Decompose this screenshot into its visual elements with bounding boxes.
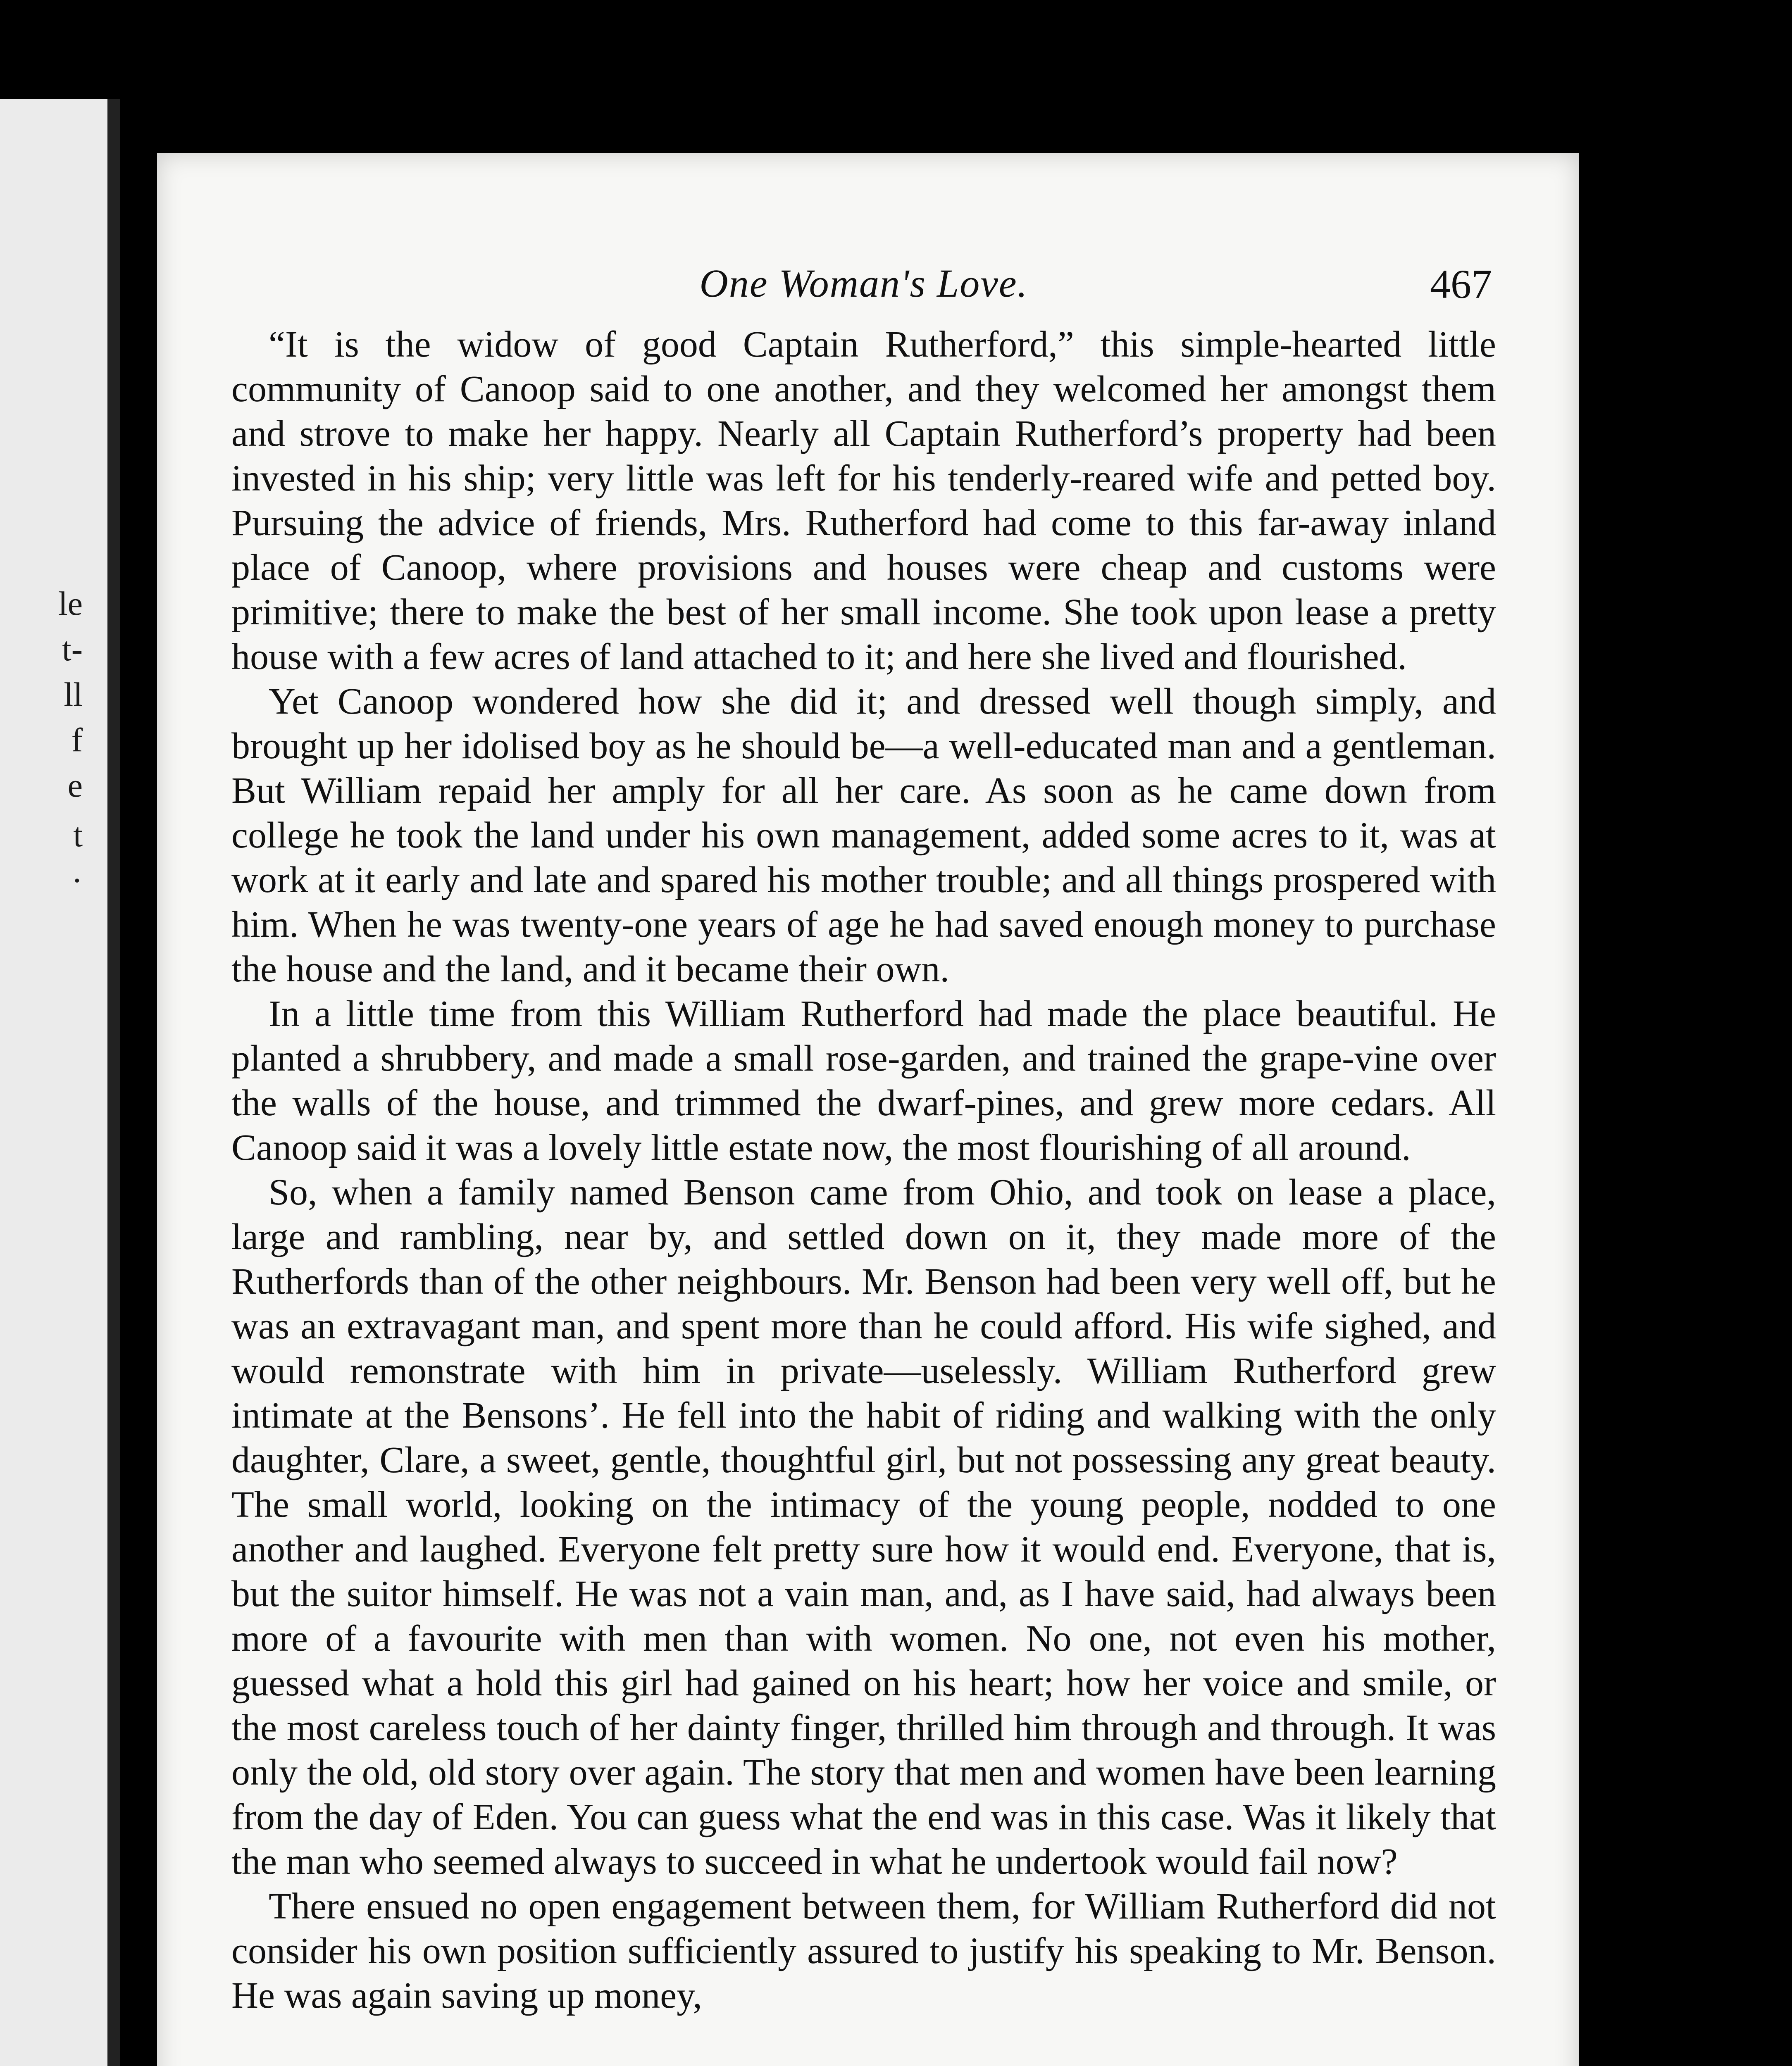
running-title: One Woman's Love. — [699, 261, 1028, 305]
paragraph-5: There ensued no open engagement between them, for William Rutherford did not consider his own position sufficiently assured to justify his speaking to Mr. Benson. He was again saving up money, — [231, 1886, 1496, 2016]
running-header — [231, 260, 1496, 318]
paragraph-4: So, when a family named Benson came from Ohio, and took on lease a place, large and rambling, near by, and settled down on it, they made more of the Rutherfords than of the other neighbours. Mr. Benson had been very well off, but he was an extravagant man, and spent more than he could afford. His wife sighed, and would remonstrate with him in private—uselessly. William Rutherford grew intimate at the Bensons’. He fell into the habit of riding and walking with the only daughter, Clare, a sweet, gentle, thoughtful girl, but not possessing any great beauty. The small world, looking on the intimacy of the young people, nodded to one another and laughed. Everyone felt pretty sure how it would end. Everyone, that is, but the suitor himself. He was not a vain man, and, as I have said, had always been more of a favourite with men than with women. No one, not even his mother, guessed what a hold this girl had gained on his heart; how her voice and smile, or the most careless touch of her dainty finger, thrilled him through and through. It was only the old, old story over again. The story that men and women have been learning from the day of Eden. You can guess what the end was in this case. Was it likely that the man who seemed always to succeed in what he undertook would fail now? — [231, 1172, 1496, 1882]
book-page — [157, 153, 1579, 2066]
left-page-fragment: le — [58, 585, 83, 622]
left-page-fragment: t — [73, 816, 83, 854]
paragraph-2: Yet Canoop wondered how she did it; and dressed well though simply, and brought up her idolised boy as he should be—a well-educated man and a gentleman. But William repaid her amply for all her care. As soon as he came down from college he took the land under his own management, added some acres to it, was at work at it early and late and spared his mother trouble; and all things prospered with him. When he was twenty-one years of age he had saved enough money to purchase the house and the land, and it became their own. — [231, 681, 1496, 990]
page-text-block — [231, 260, 1496, 2066]
page-number: 467 — [1430, 261, 1492, 307]
previous-page-edge — [0, 99, 120, 2066]
left-page-fragment: ll — [64, 676, 83, 713]
left-page-fragment: · — [71, 862, 83, 899]
left-page-fragment: f — [71, 721, 83, 759]
paragraph-1: “It is the widow of good Captain Rutherford,” this simple-hearted little community of Canoop said to one another, and they welcomed her amongst them and strove to make her happy. Nearly all Captain Rutherford’s property had been invested in his ship; very little was left for his tenderly-reared wife and petted boy. Pursuing the advice of friends, Mrs. Rutherford had come to this far-away inland place of Canoop, where provisions and houses were cheap and customs were primitive; there to make the best of her small income. She took upon lease a pretty house with a few acres of land attached to it; and here she lived and flourished. — [231, 324, 1496, 677]
left-page-fragment: t- — [62, 630, 83, 668]
left-page-fragment: e — [67, 766, 83, 804]
paragraph-3: In a little time from this William Rutherford had made the place beautiful. He planted a shrubbery, and made a small rose-garden, and trained the grape-vine over the walls of the house, and trimmed the dwarf-pines, and grew more cedars. All Canoop said it was a lovely little estate now, the most flourishing of all around. — [231, 993, 1496, 1168]
